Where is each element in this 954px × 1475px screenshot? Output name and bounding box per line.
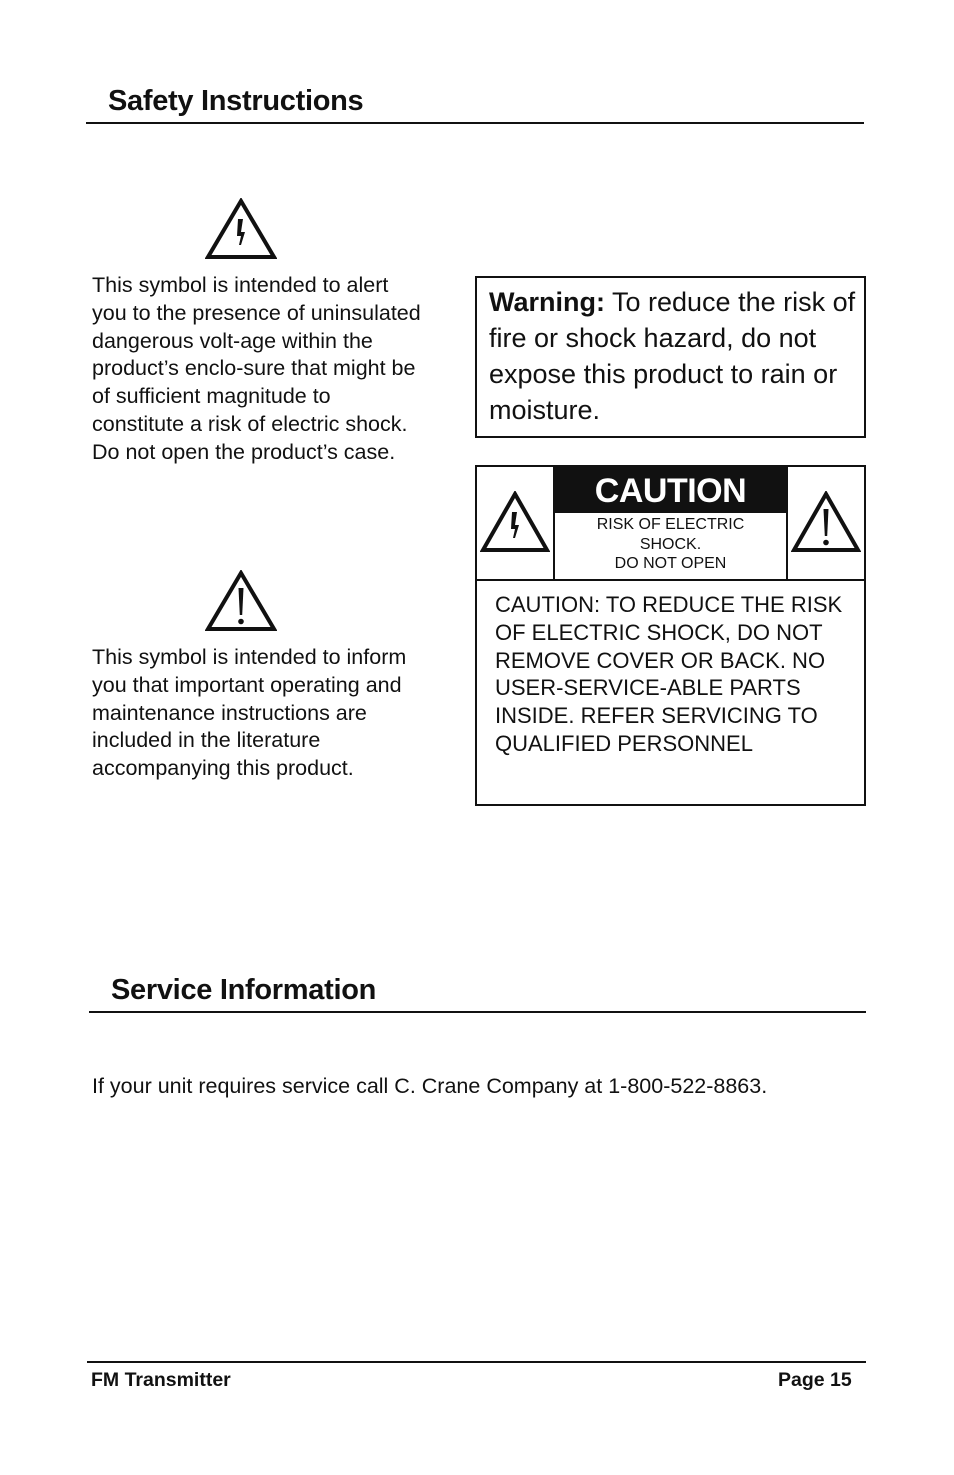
service-text: If your unit requires service call C. Crane Company at 1-800-522-8863.: [92, 1074, 768, 1098]
caution-sub-line-3: DO NOT OPEN: [614, 555, 727, 572]
caution-title: CAUTION: [555, 467, 786, 513]
warning-box: [475, 276, 866, 438]
warning-text-block: [489, 284, 856, 428]
lightning-triangle-icon: [205, 198, 277, 260]
caution-label-left-cell: [475, 465, 555, 581]
exclamation-triangle-icon: [205, 570, 277, 632]
safety-heading-rule: [86, 122, 864, 124]
shock-symbol-description: This symbol is intended to alert you to the presence of uninsulated dangerous volt-age within the product’s enclo-sure that might be of sufficient magnitude to constitute a risk of electric shock. Do not open the product’s case.: [92, 273, 421, 464]
warning-label: Warning:: [489, 287, 605, 317]
service-heading: Service Information: [111, 974, 377, 1006]
exclaim-symbol-description: This symbol is intended to inform you that important operating and maintenance instructions are included in the literature accompanying this product.: [92, 645, 407, 781]
caution-subtitle: [555, 515, 786, 574]
footer-title: FM Transmitter: [91, 1369, 231, 1391]
warning-text: To reduce the risk of fire or shock hazard, do not expose this product to rain or moisture.: [489, 287, 856, 425]
page-number: Page 15: [778, 1369, 852, 1391]
exclamation-triangle-icon: [791, 491, 861, 553]
service-heading-rule: [89, 1011, 866, 1013]
lightning-triangle-icon: [480, 491, 550, 553]
caution-label: [475, 465, 866, 806]
caution-sub-line-2: SHOCK.: [639, 535, 702, 553]
caution-label-center-cell: [553, 465, 788, 581]
caution-body-text: CAUTION: TO REDUCE THE RISK OF ELECTRIC SHOCK, DO NOT REMOVE COVER OR BACK. NO USER-SERVICE-ABLE PARTS INSIDE. REFER SERVICING TO QUALIFIED PERSONNEL: [495, 592, 843, 756]
caution-sub-line-1: RISK OF ELECTRIC: [596, 516, 745, 533]
caution-label-right-cell: [786, 465, 866, 581]
safety-heading: Safety Instructions: [108, 85, 364, 117]
footer-rule: [87, 1361, 866, 1363]
